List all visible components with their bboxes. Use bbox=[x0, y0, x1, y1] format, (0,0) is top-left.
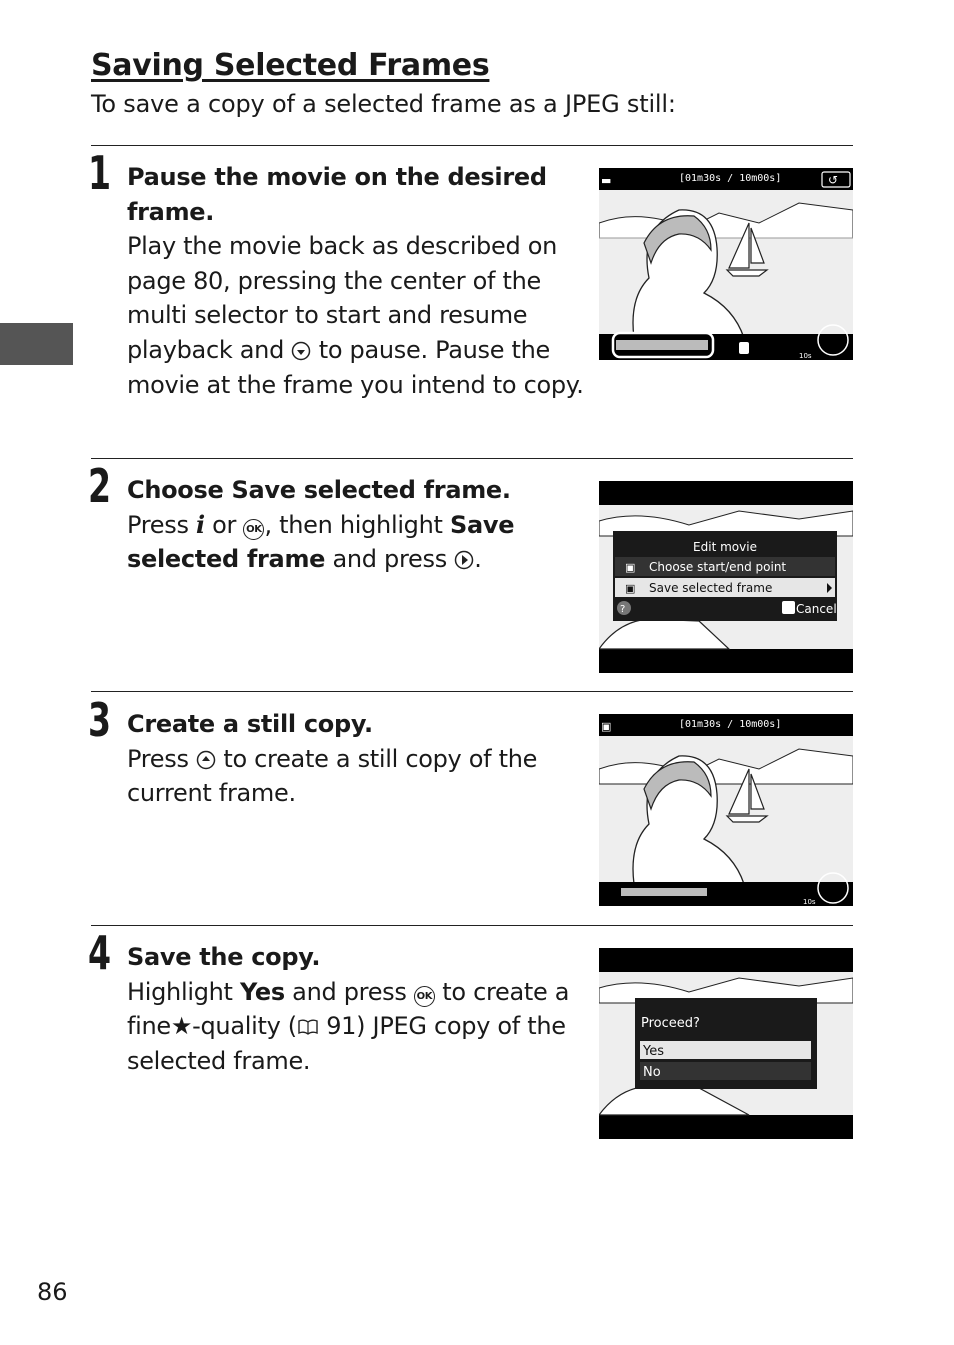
step-4-text bbox=[127, 940, 587, 1078]
time-counter: [01m30s / 10m00s] bbox=[679, 173, 782, 184]
menu-item-choose-start-end[interactable]: Choose start/end point bbox=[649, 560, 787, 574]
step-number: 4 bbox=[88, 926, 112, 980]
menu-item-save-selected-frame[interactable]: Save selected frame bbox=[649, 581, 773, 595]
ok-button-icon: OK bbox=[414, 986, 435, 1007]
svg-text:10s: 10s bbox=[799, 352, 812, 360]
svg-text:▬: ▬ bbox=[601, 174, 612, 187]
step-heading: Save the copy. bbox=[127, 943, 321, 971]
svg-text:?: ? bbox=[620, 604, 626, 615]
step-number: 3 bbox=[88, 693, 112, 747]
step-body: Highlight Yes and press OK to create a fine★-quality ( 91) JPEG copy of the selected frame. bbox=[127, 977, 570, 1075]
edit-menu-screen bbox=[599, 481, 853, 673]
still-copy-screen bbox=[599, 714, 853, 906]
menu-title: Edit movie bbox=[693, 540, 757, 554]
chapter-tab bbox=[0, 323, 73, 365]
page-title: Saving Selected Frames bbox=[91, 48, 490, 83]
svg-text:▣: ▣ bbox=[625, 582, 636, 595]
step-3-text bbox=[127, 707, 587, 811]
step-heading: Choose Save selected frame. bbox=[127, 476, 511, 504]
page-number: 86 bbox=[37, 1278, 68, 1306]
dialog-question: Proceed? bbox=[641, 1016, 700, 1031]
svg-text:▣: ▣ bbox=[625, 561, 636, 574]
step-number: 1 bbox=[88, 146, 112, 200]
option-no[interactable]: No bbox=[643, 1065, 661, 1080]
option-yes[interactable]: Yes bbox=[643, 1044, 664, 1059]
divider bbox=[91, 145, 853, 146]
step-body: Press i or OK , then highlight Save selected frame and press . bbox=[127, 509, 515, 574]
ok-button-icon: OK bbox=[243, 519, 264, 540]
divider bbox=[91, 458, 853, 459]
step-heading: Create a still copy. bbox=[127, 710, 373, 738]
time-counter: [01m30s / 10m00s] bbox=[679, 719, 782, 730]
multi-selector-up-icon bbox=[196, 750, 216, 770]
step-number: 2 bbox=[88, 459, 112, 513]
step-2-text bbox=[127, 473, 587, 577]
menu-cancel[interactable]: Cancel bbox=[796, 602, 837, 616]
step-heading: Pause the movie on the desired frame. bbox=[127, 163, 547, 226]
step-1-text bbox=[127, 160, 587, 402]
intro-text: To save a copy of a selected frame as a JPEG still: bbox=[91, 90, 676, 118]
step-body: Press to create a still copy of the current frame. bbox=[127, 744, 538, 808]
book-reference-icon bbox=[297, 1018, 319, 1036]
confirm-screen bbox=[599, 948, 853, 1139]
info-button-icon: i bbox=[196, 509, 205, 539]
step-body: Play the movie back as described on page 80, pressing the center of the multi selector to start and resume playback and to pause. Pause the movie at the frame you intend to copy. bbox=[127, 232, 584, 399]
multi-selector-down-icon bbox=[291, 341, 311, 361]
multi-selector-right-icon bbox=[454, 550, 474, 570]
svg-text:↺: ↺ bbox=[828, 173, 839, 187]
divider bbox=[91, 925, 853, 926]
playback-screen bbox=[599, 168, 853, 360]
svg-text:10s: 10s bbox=[803, 898, 816, 906]
divider bbox=[91, 691, 853, 692]
svg-text:▣: ▣ bbox=[601, 720, 612, 733]
